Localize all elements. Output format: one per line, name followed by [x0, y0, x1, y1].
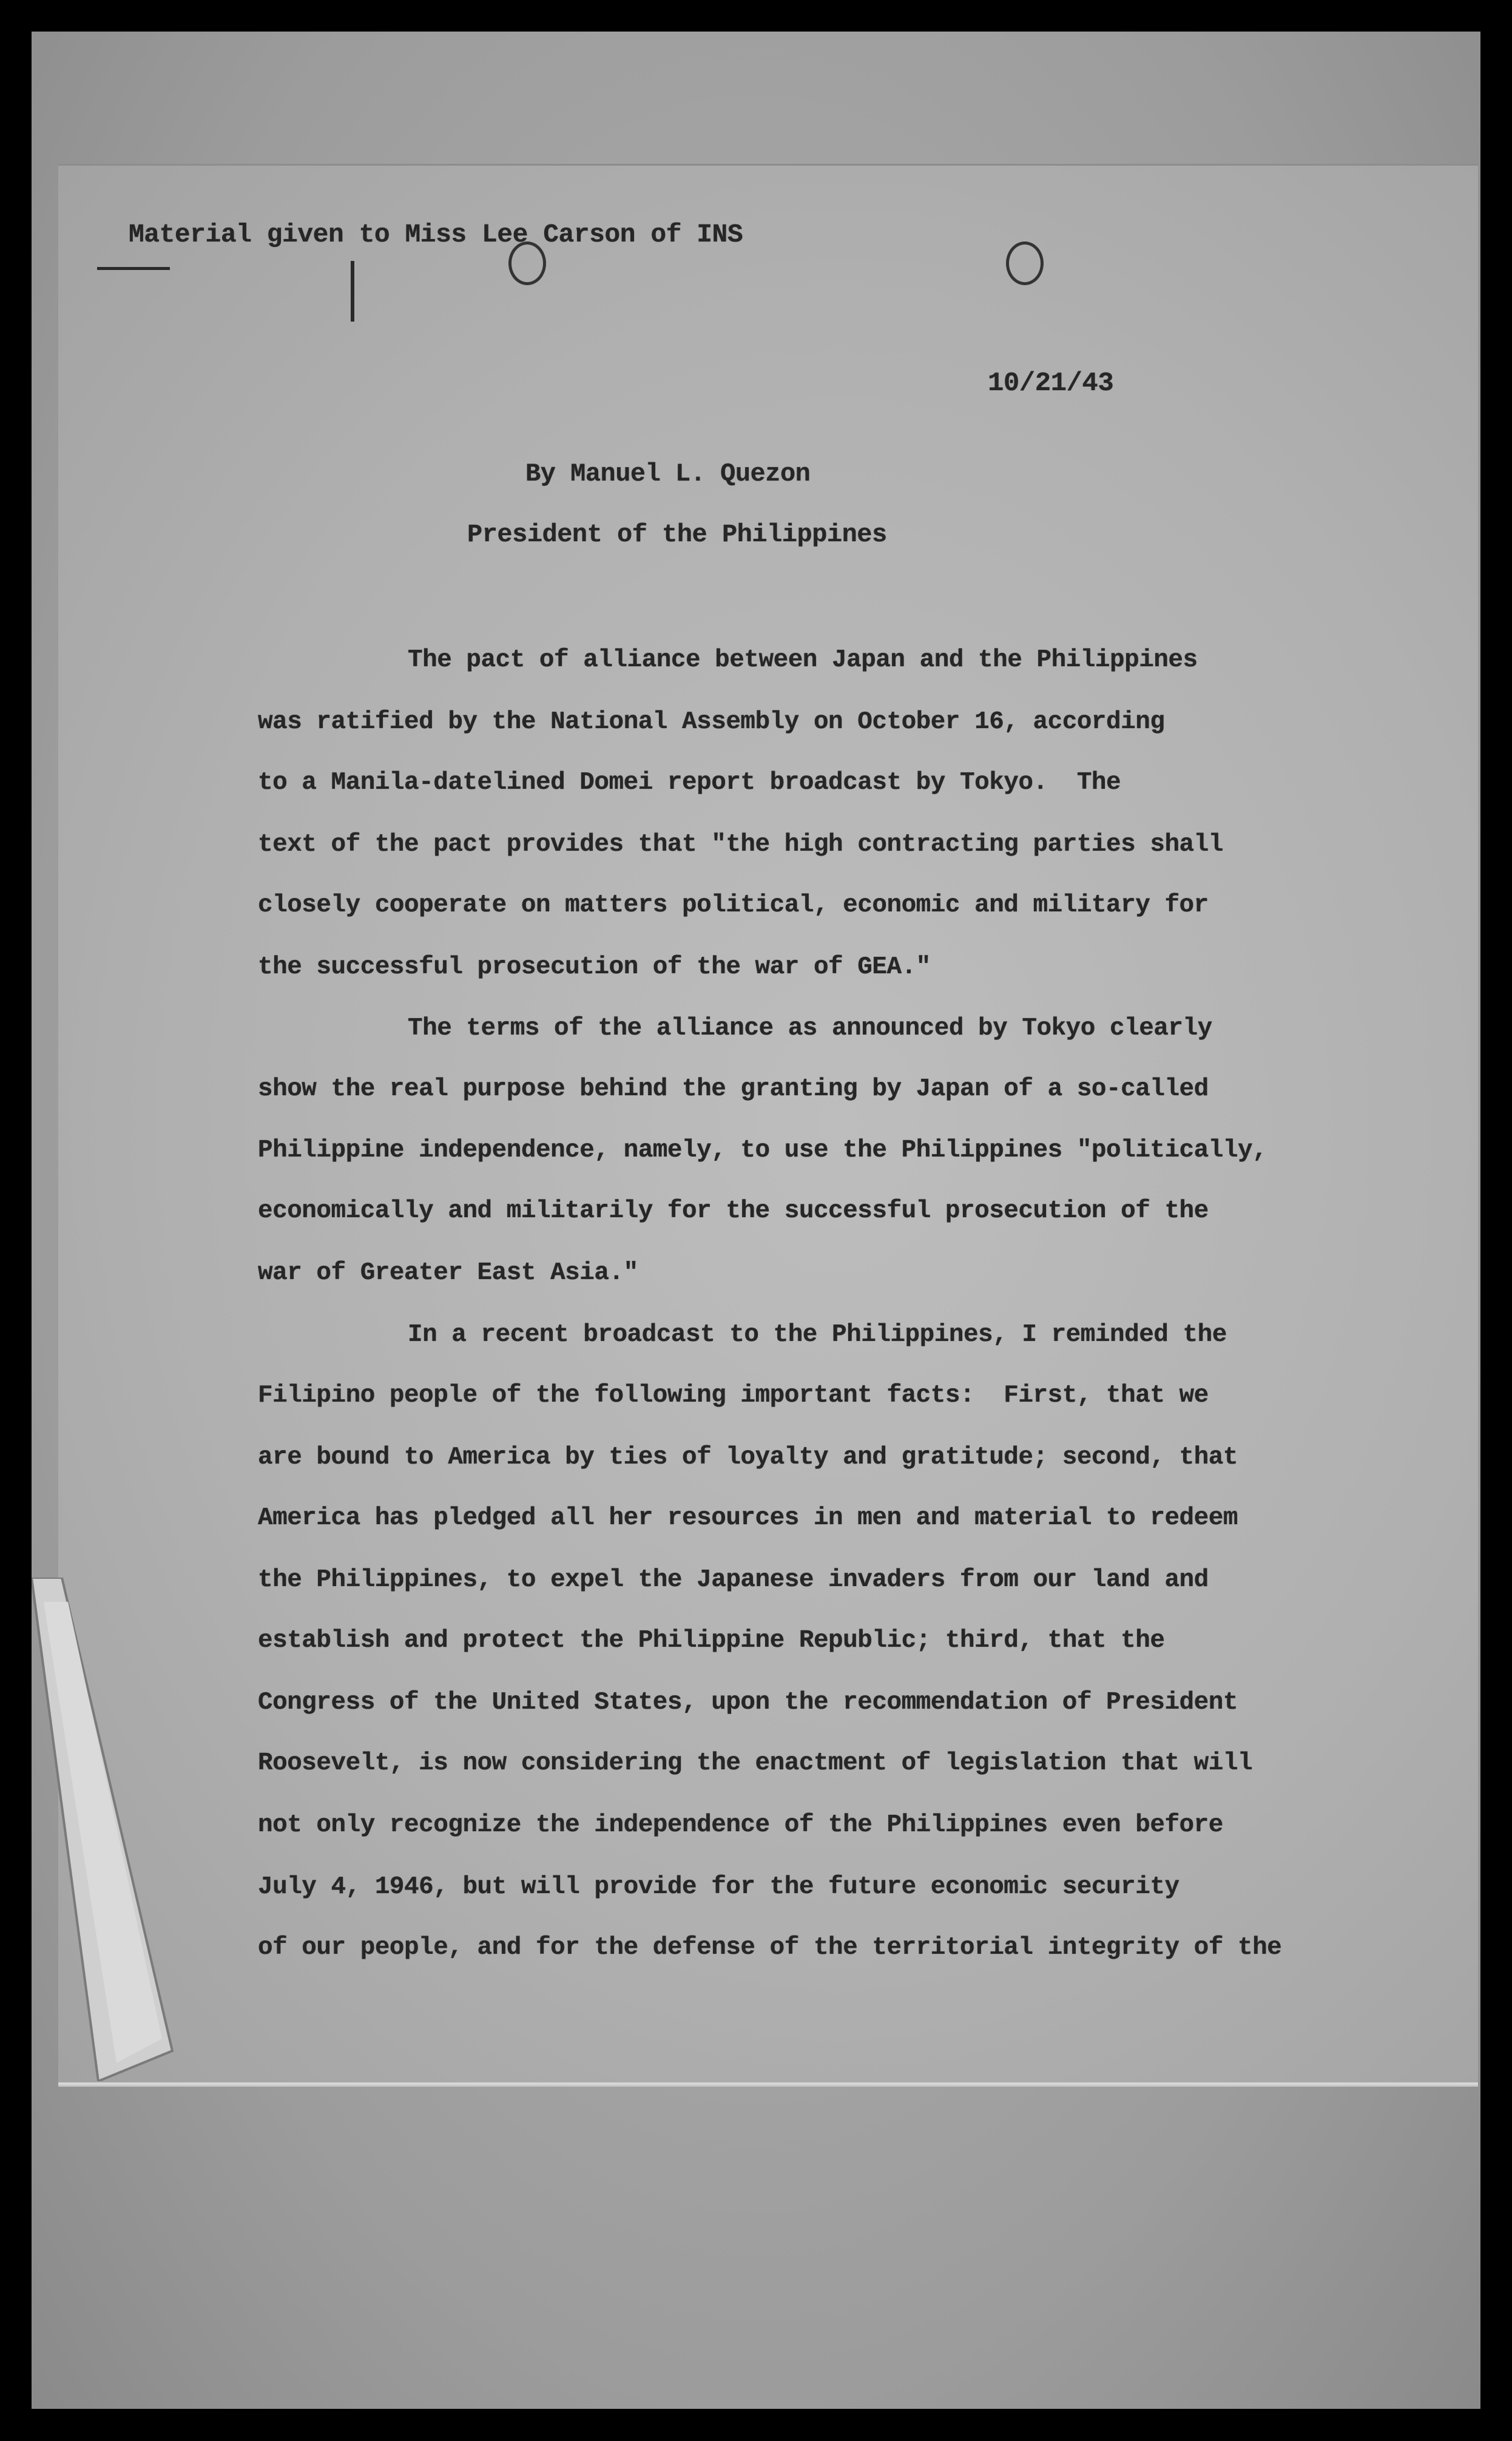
paragraph-3-line-3: are bound to America by ties of loyalty and gratitude; second, that — [258, 1443, 1238, 1471]
paragraph-2-line-2: show the real purpose behind the granting by Japan of a so-called — [258, 1075, 1209, 1103]
paragraph-3-line-10: July 4, 1946, but will provide for the future economic security — [258, 1873, 1180, 1901]
paragraph-1-line-4: text of the pact provides that "the high contracting parties shall — [258, 831, 1223, 859]
paragraph-1-line-5: closely cooperate on matters political, economic and military for — [258, 891, 1209, 919]
paragraph-1-line-1: The pact of alliance between Japan and the Philippines — [408, 646, 1198, 674]
paragraph-3-line-1: In a recent broadcast to the Philippines, I reminded the — [408, 1321, 1227, 1349]
paragraph-3-line-11: of our people, and for the defense of the territorial integrity of the — [258, 1934, 1282, 1962]
folded-paper-strip — [32, 1578, 177, 2081]
paragraph-3-line-7: Congress of the United States, upon the recommendation of President — [258, 1689, 1238, 1717]
paragraph-3-line-4: America has pledged all her resources in men and material to redeem — [258, 1504, 1238, 1532]
paragraph-2-line-3: Philippine independence, namely, to use the Philippines "politically, — [258, 1136, 1267, 1164]
paragraph-3-line-2: Filipino people of the following important facts: First, that we — [258, 1382, 1209, 1410]
paragraph-3-line-9: not only recognize the independence of the Philippines even before — [258, 1811, 1223, 1839]
document-sheet — [58, 164, 1478, 2083]
underline-mark — [97, 267, 170, 270]
paragraph-2-line-4: economically and militarily for the successful prosecution of the — [258, 1197, 1209, 1225]
author-title: President of the Philippines — [467, 520, 887, 549]
sheet-bottom-edge — [58, 2082, 1478, 2085]
paragraph-1-line-6: the successful prosecution of the war of GEA." — [258, 953, 931, 981]
punch-hole-right — [1006, 241, 1044, 285]
paragraph-3-line-8: Roosevelt, is now considering the enactment of legislation that will — [258, 1749, 1253, 1777]
routing-note: Material given to Miss Lee Carson of INS — [129, 220, 743, 249]
paragraph-3-line-5: the Philippines, to expel the Japanese invaders from our land and — [258, 1566, 1209, 1594]
paragraph-1-line-3: to a Manila-datelined Domei report broadcast by Tokyo. The — [258, 769, 1121, 797]
paragraph-1-line-2: was ratified by the National Assembly on October 16, according — [258, 708, 1165, 736]
author-line: By Manuel L. Quezon — [525, 459, 811, 488]
pen-mark — [351, 261, 354, 322]
paragraph-3-line-6: establish and protect the Philippine Republic; third, that the — [258, 1627, 1165, 1655]
paragraph-2-line-5: war of Greater East Asia." — [258, 1259, 638, 1287]
document-date: 10/21/43 — [988, 368, 1114, 399]
paragraph-2-line-1: The terms of the alliance as announced by Tokyo clearly — [408, 1015, 1212, 1042]
